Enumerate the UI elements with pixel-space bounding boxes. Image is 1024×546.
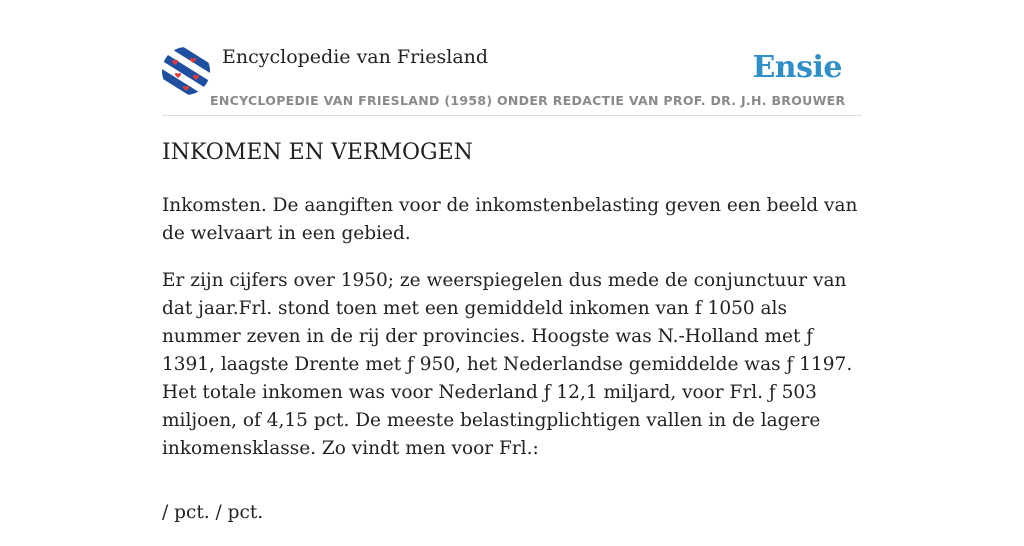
- encyclopedia-subtitle: ENCYCLOPEDIE VAN FRIESLAND (1958) ONDER REDACTIE VAN PROF. DR. J.H. BROUWER: [210, 93, 846, 108]
- site-header: [162, 42, 862, 116]
- article-paragraph: / pct. / pct.: [162, 502, 264, 523]
- article-title: INKOMEN EN VERMOGEN: [162, 140, 473, 165]
- ensie-brand-logo[interactable]: Ensie: [752, 50, 842, 85]
- friesland-flag-icon[interactable]: [162, 47, 210, 95]
- article-paragraph: Inkomsten. De aangiften voor de inkomstenbelasting geven een beeld van de welvaart in een gebied.: [162, 195, 858, 244]
- site-title[interactable]: Encyclopedie van Friesland: [222, 46, 489, 68]
- article-body: [162, 192, 862, 546]
- article-paragraph: Er zijn cijfers over 1950; ze weerspiegelen dus mede de conjunctuur van dat jaar.Frl. stond toen met een gemiddeld inkomen van f 1050 als nummer zeven in de rij der provincies. Hoogste was N.-Holland met ƒ 1391, laagste Drente met ƒ 950, het Nederlandse gemiddelde was ƒ 1197. Het totale inkomen was voor Nederland ƒ 12,1 miljard, voor Frl. ƒ 503 miljoen, of 4,15 pct. De meeste belastingplichtigen vallen in de lagere inkomensklasse. Zo vindt men voor Frl.:: [162, 270, 853, 459]
- header-divider: [162, 115, 862, 116]
